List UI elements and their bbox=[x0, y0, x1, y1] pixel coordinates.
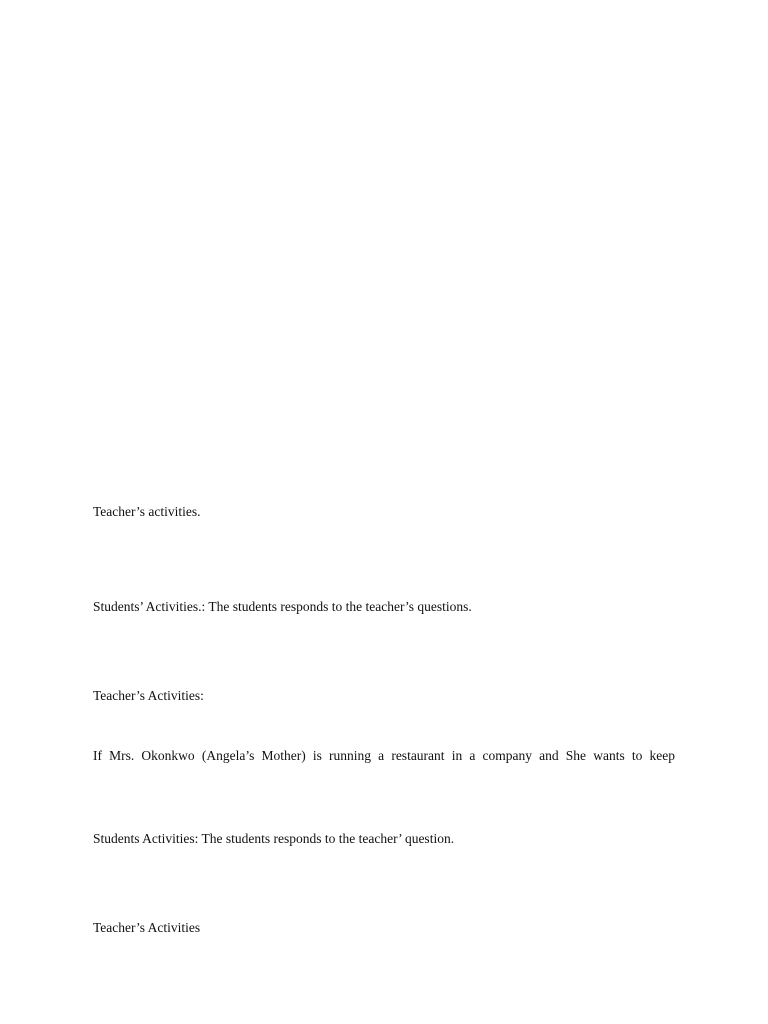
students-activities-line-2: Students Activities: The students responds to the teacher’ question. bbox=[93, 831, 455, 846]
teachers-activities-heading-1: Teacher’s activities. bbox=[93, 504, 201, 519]
teachers-activities-heading-3: Teacher’s Activities bbox=[93, 920, 201, 935]
teachers-activities-heading-2: Teacher’s Activities: bbox=[93, 688, 204, 703]
question-text-line: If Mrs. Okonkwo (Angela’s Mother) is running a restaurant in a company and She wants to keep bbox=[93, 748, 675, 763]
students-activities-line-1: Students’ Activities.: The students responds to the teacher’s questions. bbox=[93, 599, 472, 614]
